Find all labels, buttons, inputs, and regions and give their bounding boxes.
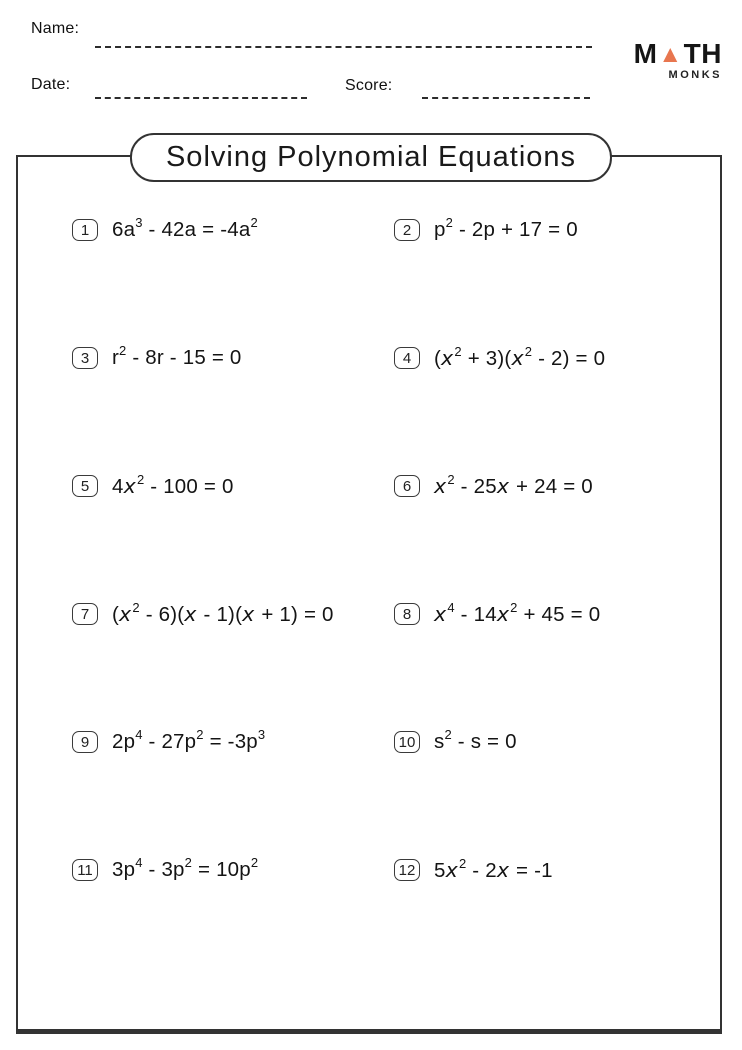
problem-item <box>394 599 710 627</box>
problem-item <box>72 471 394 499</box>
problem-equation: $r^2 - 8r - 15 = 0$ <box>112 343 242 369</box>
problem-number-badge: 3 <box>72 347 98 369</box>
problem-item <box>72 599 394 627</box>
page-title: Solving Polynomial Equations <box>165 141 577 173</box>
math-monks-logo <box>622 40 722 81</box>
score-fill-line <box>422 97 590 99</box>
problem-item <box>394 727 710 754</box>
problem-number-badge: 12 <box>394 859 420 881</box>
problem-item <box>394 215 710 242</box>
name-fill-line <box>95 46 592 48</box>
problem-number-badge: 7 <box>72 603 98 625</box>
problem-equation: $x^4 - 14x^2 + 45 = 0$ <box>434 599 601 626</box>
date-label: Date: <box>31 76 71 93</box>
problem-equation: $2p^4 - 27p^2 = -3p^3$ <box>112 727 266 753</box>
problem-number-badge: 2 <box>394 219 420 241</box>
problem-number-badge: 9 <box>72 731 98 753</box>
problem-number-badge: 1 <box>72 219 98 241</box>
problem-number-badge: 10 <box>394 731 420 753</box>
problem-equation: $x^2 - 25x + 24 = 0$ <box>434 471 593 498</box>
problem-number-badge: 5 <box>72 475 98 497</box>
problem-equation: $6a^3 - 42a = -4a^2$ <box>112 215 258 241</box>
problem-equation: $(x^2 + 3)(x^2 - 2) = 0$ <box>434 343 606 370</box>
problem-equation: $s^2 - s = 0$ <box>434 727 517 753</box>
logo-letters-th: TH <box>683 38 722 69</box>
logo-wordmark <box>622 40 722 68</box>
problem-item <box>72 855 394 882</box>
name-label: Name: <box>31 20 80 37</box>
problem-equation: $p^2 - 2p + 17 = 0$ <box>434 215 578 241</box>
logo-subtext: MONKS <box>668 69 722 81</box>
problem-item <box>72 343 394 370</box>
logo-letter-m: M <box>633 38 658 69</box>
problem-number-badge: 11 <box>72 859 98 881</box>
worksheet-border-box <box>16 155 722 1034</box>
problem-equation: $5x^2 - 2x = -1$ <box>434 855 553 882</box>
problems-grid <box>72 166 710 934</box>
problem-number-badge: 8 <box>394 603 420 625</box>
problem-item <box>394 471 710 499</box>
problem-item <box>394 343 710 371</box>
problem-item <box>72 727 394 754</box>
problem-item <box>72 215 394 242</box>
problem-equation: $4x^2 - 100 = 0$ <box>112 471 234 498</box>
problem-number-badge: 6 <box>394 475 420 497</box>
triangle-icon: ▲ <box>658 41 683 68</box>
worksheet-title-pill <box>130 133 612 182</box>
score-label: Score: <box>345 77 393 94</box>
date-fill-line <box>95 97 307 99</box>
problem-equation: $3p^4 - 3p^2 = 10p^2$ <box>112 855 259 881</box>
problem-equation: $(x^2 - 6)(x - 1)(x + 1) = 0$ <box>112 599 334 626</box>
problem-item <box>394 855 710 883</box>
problem-number-badge: 4 <box>394 347 420 369</box>
